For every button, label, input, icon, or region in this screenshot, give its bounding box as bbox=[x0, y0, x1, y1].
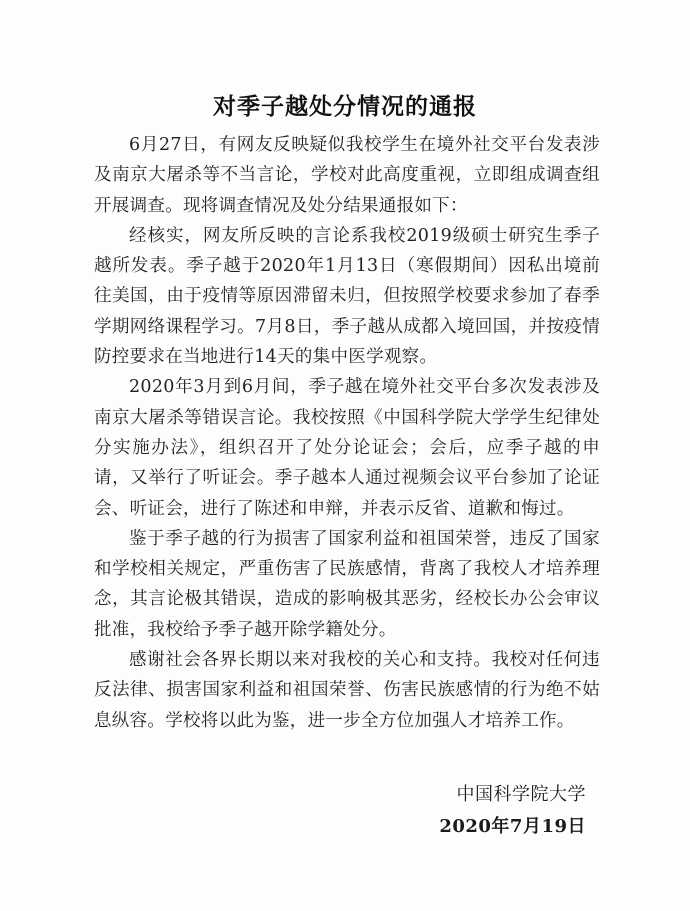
document-title: 对季子越处分情况的通报 bbox=[213, 94, 477, 120]
paragraph-decision: 鉴于季子越的行为损害了国家利益和祖国荣誉，违反了国家和学校相关规定，严重伤害了民族感情，背离了我校人才培养理念，其言论极其错误，造成的影响极其恶劣，经校长办公会审议批准，我校给予季子越开除学籍处分。 bbox=[94, 528, 600, 640]
signature-date: 2020年7月19日 bbox=[439, 816, 586, 837]
document-body bbox=[94, 130, 600, 736]
paragraph-verification: 经核实，网友所反映的言论系我校2019级硕士研究生季子越所发表。季子越于2020年1月13日（寒假期间）因私出境前往美国，由于疫情等原因滞留未归，但按照学校要求参加了春季学期网络课程学习。7月8日，季子越从成都入境回国，并按疫情防控要求在当地进行14天的集中医学观察。 bbox=[94, 225, 600, 368]
paragraph-intro: 6月27日，有网友反映疑似我校学生在境外社交平台发表涉及南京大屠杀等不当言论，学校对此高度重视，立即组成调查组开展调查。现将调查情况及处分结果通报如下： bbox=[94, 135, 600, 216]
paragraph-closing: 感谢社会各界长期以来对我校的关心和支持。我校对任何违反法律、损害国家利益和祖国荣誉、伤害民族感情的行为绝不姑息纵容。学校将以此为鉴，进一步全方位加强人才培养工作。 bbox=[94, 650, 600, 731]
paragraph-process: 2020年3月到6月间，季子越在境外社交平台多次发表涉及南京大屠杀等错误言论。我校按照《中国科学院大学学生纪律处分实施办法》，组织召开了处分论证会；会后，应季子越的申请，又举行了听证会。季子越本人通过视频会议平台参加了论证会、听证会，进行了陈述和申辩，并表示反省、道歉和悔过。 bbox=[94, 377, 600, 519]
signature-organization: 中国科学院大学 bbox=[456, 784, 586, 805]
